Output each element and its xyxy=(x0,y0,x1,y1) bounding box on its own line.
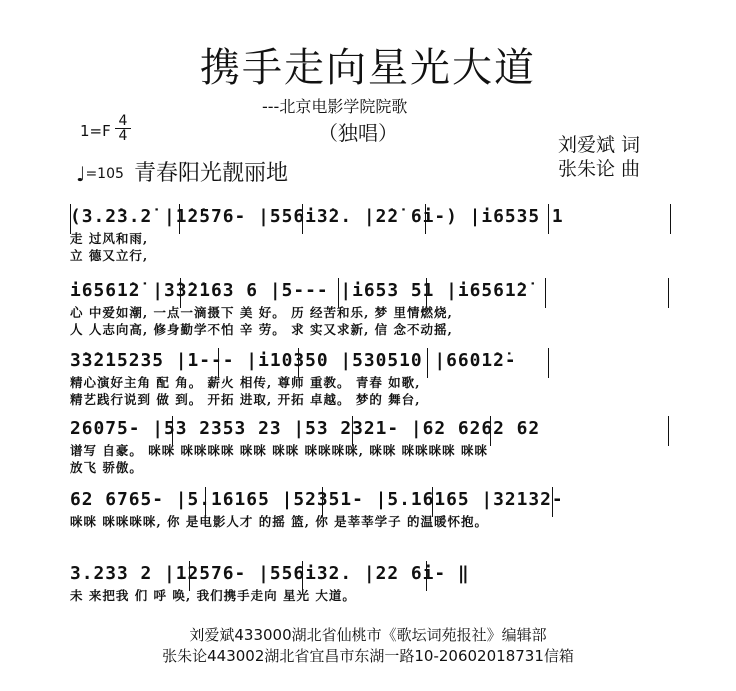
footer-address-composer: 张朱论443002湖北省宜昌市东湖一路10-20602018731信箱 xyxy=(162,647,574,665)
barline xyxy=(545,278,546,308)
barline xyxy=(352,416,353,446)
song-subtitle: ---北京电影学院院歌 xyxy=(262,97,408,116)
barline xyxy=(426,561,427,591)
expression-marking: 青春阳光靓丽地 xyxy=(134,161,289,186)
barline xyxy=(668,278,669,308)
notation-line xyxy=(70,489,672,513)
time-denominator: 4 xyxy=(115,128,131,143)
barline xyxy=(552,487,553,517)
barline xyxy=(322,487,323,517)
credits xyxy=(558,133,640,181)
key-signature: 1=F xyxy=(80,122,111,140)
lyric-verse-2: 立 德又立行, xyxy=(70,248,149,263)
score-row xyxy=(70,350,672,408)
barline xyxy=(427,348,428,378)
barline xyxy=(548,348,549,378)
notes: i6561̇2̇ |3̇3̇2̇163 6 |5--- |i653 51 |i6561̇2̇ xyxy=(70,280,529,301)
barline xyxy=(70,204,71,234)
footer-address-lyricist: 刘爱斌433000湖北省仙桃市《歌坛词苑报社》编辑部 xyxy=(189,626,547,644)
time-numerator: 4 xyxy=(118,113,128,129)
barline xyxy=(189,561,190,591)
notation-line xyxy=(70,563,672,587)
lyric-verse-2: 放飞 骄傲。 xyxy=(70,460,143,475)
lyric-verse-1: 咪咪 咪咪咪咪, 你 是电影人才 的摇 篮, 你 是莘莘学子 的温暖怀抱。 xyxy=(70,514,489,529)
notation-line xyxy=(70,418,672,442)
score-row xyxy=(70,489,672,530)
barline xyxy=(218,348,219,378)
barline xyxy=(180,278,181,308)
notes: 62 6765- |5.16165 |52351- |5.16165 |32132- xyxy=(70,489,564,510)
barline xyxy=(432,487,433,517)
barline xyxy=(426,278,427,308)
lyric-verse-2: 人 人志向高, 修身勤学不怕 辛 劳。 求 实又求新, 信 念不动摇, xyxy=(70,322,453,337)
lyric-verse-1: 谱写 自豪。 咪咪 咪咪咪咪 咪咪 咪咪 咪咪咪咪, 咪咪 咪咪咪咪 咪咪 xyxy=(70,443,489,458)
lyric-verse-1: 未 来把我 们 呼 唤, 我们携手走向 星光 大道。 xyxy=(70,588,356,603)
barline xyxy=(490,416,491,446)
barline xyxy=(205,487,206,517)
notation-line xyxy=(70,206,672,230)
barline xyxy=(172,416,173,446)
lyric-verse-2: 精艺践行说到 做 到。 开拓 进取, 开拓 卓越。 梦的 舞台, xyxy=(70,392,421,407)
performance-type: （独唱） xyxy=(318,121,398,145)
barline xyxy=(302,204,303,234)
barline xyxy=(302,561,303,591)
barline xyxy=(668,416,669,446)
barline xyxy=(338,278,339,308)
composer: 张朱论 曲 xyxy=(558,158,641,180)
tempo-marking xyxy=(76,162,124,186)
tempo-value: =105 xyxy=(85,166,124,182)
lyric-verse-1: 走 过风和雨, xyxy=(70,231,149,246)
notation-line xyxy=(70,280,672,304)
barline xyxy=(179,204,180,234)
notes: 26075- |53 2353 23 |53 2321- |62 6262 62 xyxy=(70,418,541,439)
time-signature xyxy=(115,114,131,143)
notes: 3.233 2 |12576- |556i32. |22 6i- ‖ xyxy=(70,563,470,584)
lyric-verse-1: 心 中爱如潮, 一点一滴摄下 美 好。 历 经苦和乐, 梦 里情燃烧, xyxy=(70,305,453,320)
barline xyxy=(670,204,671,234)
lyricist: 刘爱斌 词 xyxy=(558,134,641,156)
barline xyxy=(298,348,299,378)
song-title: 携手走向星光大道 xyxy=(200,45,536,91)
notes: (3.2̇3.2̇ |1̇2̇576- |556i3̇2. |2̇2̇ 6i-) |i6535 1 xyxy=(70,206,564,227)
score-row xyxy=(70,563,672,604)
notation-line xyxy=(70,350,672,374)
quarter-note-icon: ♩ xyxy=(76,162,86,186)
score-row xyxy=(70,280,672,338)
score-row xyxy=(70,206,672,264)
notes: 3̇3̇2̇15235 |1--- |i10350 |530510 |6601̇2̇- xyxy=(70,350,517,371)
barline xyxy=(548,204,549,234)
barline xyxy=(425,204,426,234)
lyric-verse-1: 精心演好主角 配 角。 薪火 相传, 尊师 重教。 青春 如歌, xyxy=(70,375,421,390)
score-row xyxy=(70,418,672,476)
